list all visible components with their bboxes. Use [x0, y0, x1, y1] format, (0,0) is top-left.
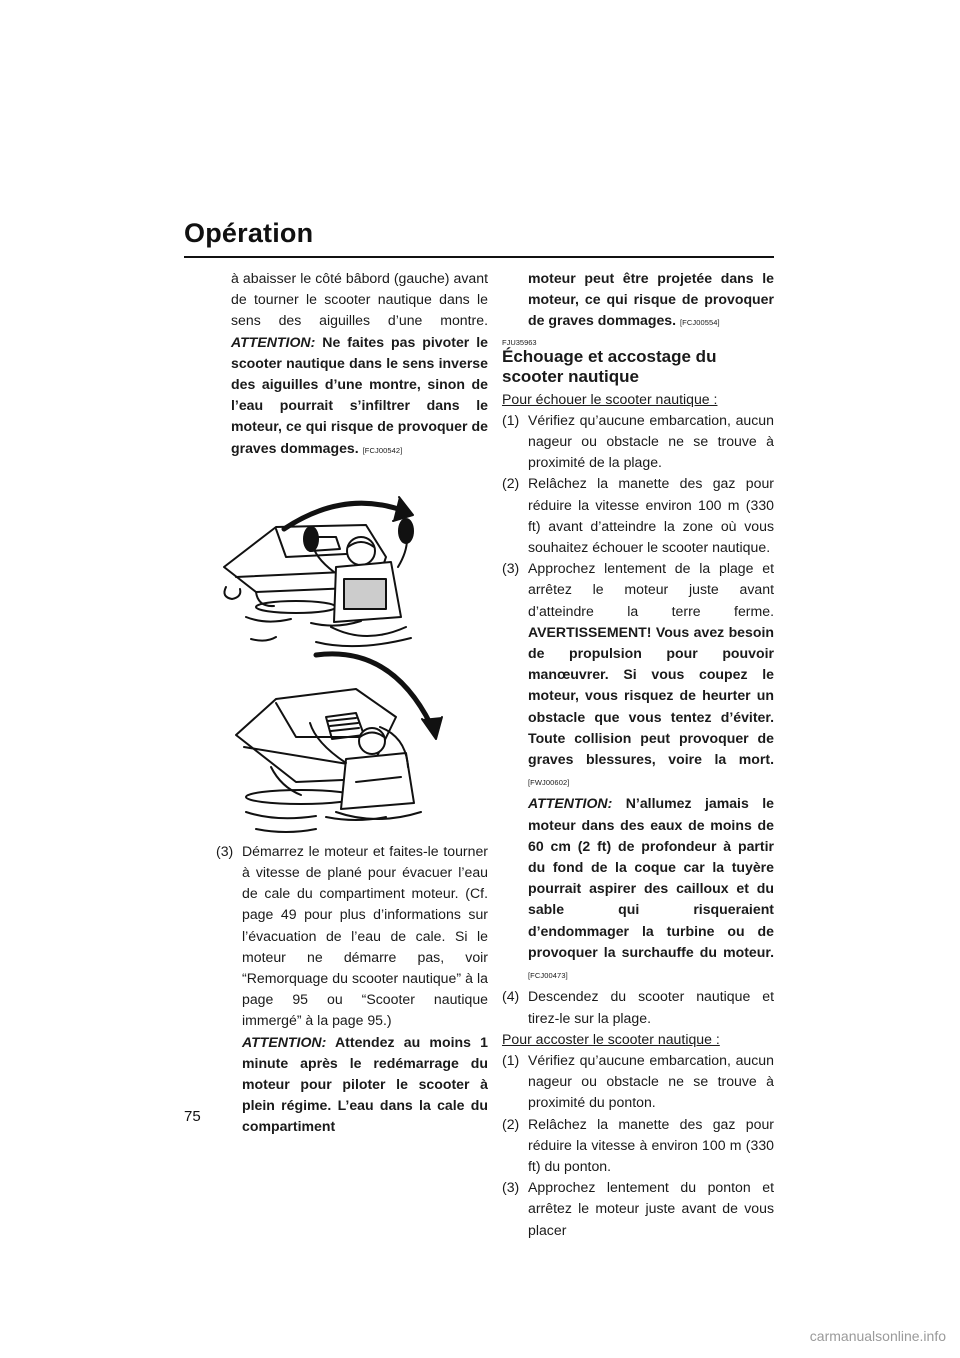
- dock-step-2-number: (2): [502, 1115, 520, 1132]
- attention-text: Ne faites pas pivoter le scooter nautique dans le sens inverse des aiguilles d’une montre, sinon de l’eau pourrait s’infiltrer dans le moteur, ce qui risque de provoquer de graves dommages.: [231, 333, 488, 456]
- beach-step-1-number: (1): [502, 411, 520, 428]
- watermark: carmanualsonline.info: [809, 1328, 946, 1344]
- attention-code: [FCJ00542]: [362, 445, 403, 455]
- dock-step-1-number: (1): [502, 1051, 520, 1068]
- section-title: Échouage et accostage du scooter nautique: [502, 346, 717, 386]
- continued-code: [FCJ00554]: [679, 318, 720, 328]
- dock-step-1-text: Vérifiez qu’aucune embarcation, aucun nageur ou obstacle ne se trouve à proximité du ponton.: [528, 1051, 774, 1111]
- step-3-attention-label: ATTENTION:: [242, 1033, 327, 1050]
- warning-code: [FWJ00602]: [528, 778, 570, 788]
- continued-text: moteur peut être projetée dans le moteur, ce qui risque de provoquer de graves dommages.: [528, 270, 774, 329]
- beach-attention-text: N’allumez jamais le moteur dans des eaux de moins de 60 cm (2 ft) de profondeur à partir du fond de la coque car la tuyère pourrait aspirer des cailloux et du sable qui risqueraient d’endommager la turbine ou de provoquer la surchauffe du moteur.: [528, 795, 774, 960]
- beach-heading: Pour échouer le scooter nautique :: [502, 390, 718, 407]
- dock-step-1: [502, 1050, 774, 1114]
- step-3: [216, 841, 488, 1032]
- beach-step-4: [502, 986, 774, 1028]
- attention-label: ATTENTION:: [231, 333, 316, 350]
- beach-attention-code: [FCJ00473]: [528, 971, 568, 981]
- rotation-arrow-bottom: [316, 654, 431, 725]
- beach-step-1-text: Vérifiez qu’aucune embarcation, aucun nageur ou obstacle ne se trouve à proximité de la plage.: [528, 411, 774, 471]
- beach-step-2: [502, 473, 774, 558]
- dock-step-2-text: Relâchez la manette des gaz pour réduire la vitesse à environ 100 m (330 ft) du ponton.: [528, 1115, 774, 1174]
- dock-step-3-number: (3): [502, 1179, 520, 1196]
- page-title: Opération: [184, 218, 314, 248]
- dock-heading: Pour accoster le scooter nautique :: [502, 1030, 720, 1047]
- page-number: 75: [184, 1108, 201, 1125]
- dock-step-3-text: Approchez lentement du ponton et arrêtez le moteur juste avant de vous placer: [528, 1179, 774, 1238]
- intro-text: à abaisser le côté bâbord (gauche) avant de tourner le scooter nautique dans le sens des aiguilles d’une montre.: [231, 270, 488, 329]
- step-3-text: Démarrez le moteur et faites-le tourner à vitesse de plané pour évacuer l’eau de cale du compartiment moteur. (Cf. page 49 pour plus d’informations sur l’évacuation de l’eau de cale. Si le moteur ne démarre pas, voir “Remorquage du scooter nautique” à la page 95 ou “Scooter nautique immergé” à la page 95.): [242, 842, 488, 1029]
- beach-step-2-text: Relâchez la manette des gaz pour réduire la vitesse environ 100 m (330 ft) avant d’atteindre la zone où vous souhaitez échouer le scooter nautique.: [528, 475, 774, 556]
- warning-label: AVERTISSEMENT!: [528, 623, 652, 640]
- figure-rotate-clockwise: [216, 467, 488, 837]
- right-column: [502, 268, 774, 1241]
- beach-attention-label: ATTENTION:: [528, 795, 613, 812]
- beach-step-4-number: (4): [502, 988, 520, 1005]
- step-3-attention-text: Attendez au moins 1 minute après le redémarrage du moteur pour piloter le scooter à plein régime. L’eau dans la cale du compartiment: [242, 1033, 488, 1135]
- title-rule: [184, 256, 774, 258]
- dock-step-2: [502, 1114, 774, 1178]
- step-3-attention: [216, 1032, 488, 1138]
- dock-step-3: [502, 1177, 774, 1241]
- warning-text: Vous avez besoin de propulsion pour pouvoir manœuvrer. Si vous coupez le moteur, vous risquez de heurter un obstacle que vous tentez d’éviter. Toute collision peut provoquer de graves blessures, voire la mort.: [528, 623, 774, 768]
- beach-step-3-number: (3): [502, 560, 520, 577]
- beach-step-3-attention: [502, 793, 774, 986]
- beach-step-2-number: (2): [502, 475, 520, 492]
- beach-step-1: [502, 410, 774, 474]
- intro-paragraph: [216, 268, 488, 461]
- beach-step-3-text: Approchez lentement de la plage et arrêtez le moteur juste avant d’atteindre la terre ferme.: [528, 560, 774, 619]
- section-code: FJU35963: [502, 337, 537, 347]
- continued-attention: [502, 268, 774, 334]
- beach-step-3: [502, 558, 774, 793]
- step-3-number: (3): [216, 842, 234, 859]
- beach-step-4-text: Descendez du scooter nautique et tirez-le sur la plage.: [528, 988, 774, 1026]
- left-column: [216, 268, 488, 1138]
